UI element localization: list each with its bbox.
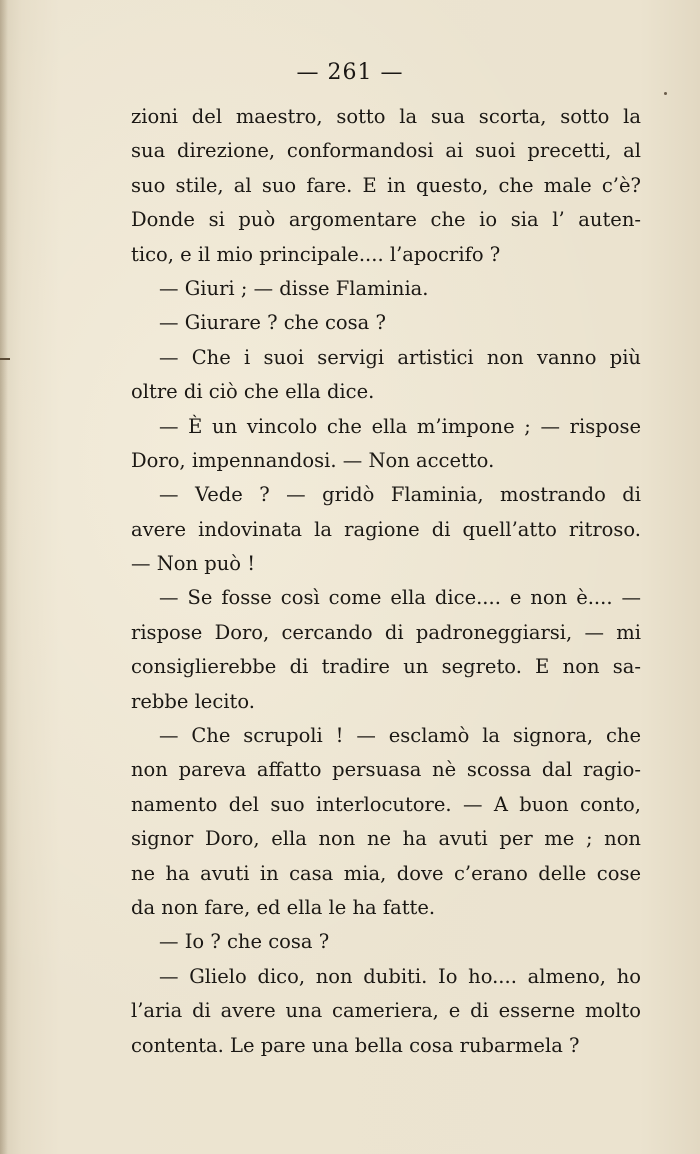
text-line: namento del suo interlocutore. — A buon conto, <box>131 792 641 816</box>
text-line: — Che i suoi servigi artistici non vanno più <box>159 345 641 369</box>
text-line: — Non può ! <box>131 552 256 576</box>
text-line: signor Doro, ella non ne ha avuti per me ; non <box>131 827 641 851</box>
text-line: — Io ? che cosa ? <box>159 930 330 954</box>
text-line: — Vede ? — gridò Flaminia, mostrando di <box>159 483 641 507</box>
text-line: — Glielo dico, non dubiti. Io ho.... almeno, ho <box>159 964 641 988</box>
text-line: — Che scrupoli ! — esclamò la signora, che <box>159 724 641 748</box>
text-line: oltre di ciò che ella dice. <box>131 380 375 404</box>
text-line: Doro, impennandosi. — Non accetto. <box>131 448 495 472</box>
text-line: sua direzione, conformandosi ai suoi precetti, al <box>131 139 641 163</box>
margin-mark <box>0 358 10 360</box>
text-line: consiglierebbe di tradire un segreto. E non sa- <box>131 655 641 679</box>
text-line: — Giurare ? che cosa ? <box>159 311 386 335</box>
ink-speck <box>664 92 667 95</box>
text-line: tico, e il mio principale.... l’apocrifo ? <box>131 242 501 266</box>
text-line: l’aria di avere una cameriera, e di esserne molto <box>131 999 641 1023</box>
text-line: — È un vincolo che ella m’impone ; — rispose <box>159 414 641 438</box>
text-line: avere indovinata la ragione di quell’atto ritroso. <box>131 517 641 541</box>
text-line: Donde si può argomentare che io sia l’ auten- <box>131 208 641 232</box>
text-line: — Se fosse così come ella dice.... e non è.... — <box>159 586 641 610</box>
text-line: contenta. Le pare una bella cosa rubarmela ? <box>131 1033 580 1057</box>
text-line: non pareva affatto persuasa nè scossa dal ragio- <box>131 758 641 782</box>
text-line: zioni del maestro, sotto la sua scorta, sotto la <box>131 105 641 128</box>
text-line: da non fare, ed ella le ha fatte. <box>131 895 436 919</box>
body-text <box>131 100 641 1063</box>
text-line: rispose Doro, cercando di padroneggiarsi, — mi <box>131 620 641 644</box>
text-line: rebbe lecito. <box>131 689 255 713</box>
gutter-shadow <box>0 0 8 1154</box>
text-line: ne ha avuti in casa mia, dove c’erano delle cose <box>131 861 641 885</box>
text-line: suo stile, al suo fare. E in questo, che male c’è? <box>131 173 641 197</box>
page-number: — 261 — <box>296 60 404 85</box>
text-line: — Giuri ; — disse Flaminia. <box>159 276 429 300</box>
